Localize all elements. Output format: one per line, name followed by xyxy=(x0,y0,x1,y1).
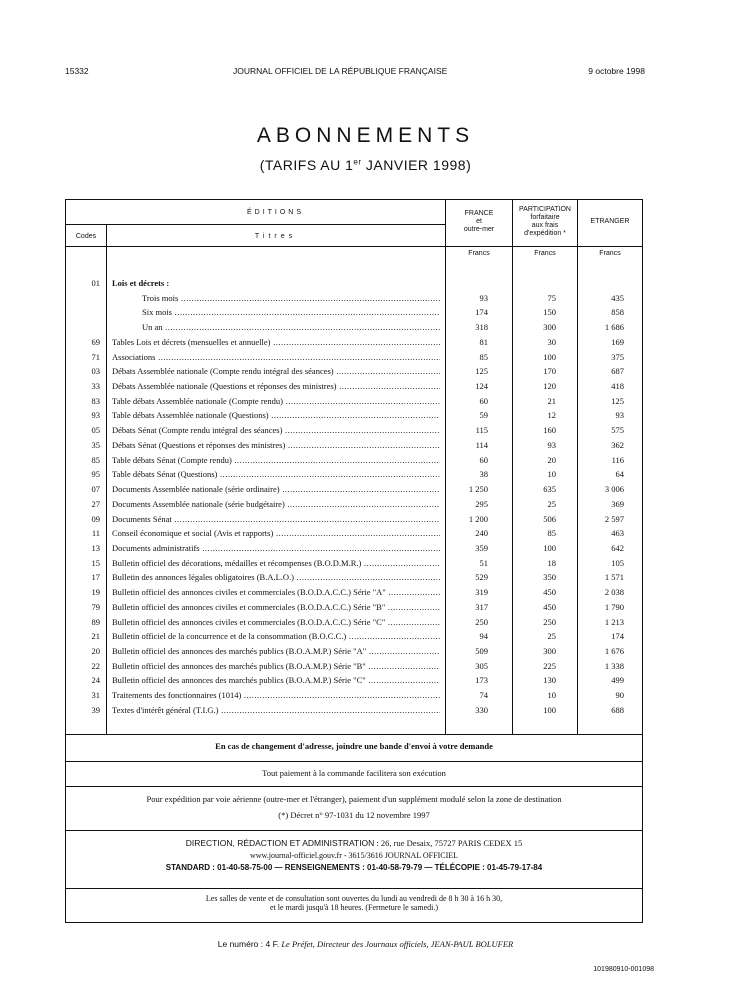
price-participation: 10 xyxy=(547,690,556,701)
price-france: 94 xyxy=(479,631,488,642)
price-france: 1 250 xyxy=(468,484,488,495)
row-title: Bulletin officiel des annonces des marchés publics (B.O.A.M.P.) Série "A" ..... xyxy=(112,646,440,656)
row-title: Documents Assemblée nationale (série ordinaire) ..... xyxy=(112,484,440,494)
price-france: 60 xyxy=(479,395,488,406)
row-title: Traitements des fonctionnaires (1014) ..... xyxy=(112,690,440,700)
air-mail-notice: Pour expédition par voie aérienne (outre-mer et l'étranger), paiement d'un supplément modulé selon la zone de destination (*) Décret n° 97-1031 du 12 novembre 1997 xyxy=(65,787,643,831)
price-france: 173 xyxy=(475,675,488,686)
row-code: 19 xyxy=(91,587,100,598)
page-number: 15332 xyxy=(65,66,89,76)
table-row xyxy=(66,454,642,468)
row-title: Trois mois ..... xyxy=(142,293,440,303)
row-code: 20 xyxy=(91,646,100,656)
price-france: 305 xyxy=(475,660,488,671)
payment-notice: Tout paiement à la commande facilitera son exécution xyxy=(65,762,643,787)
price-etranger: 362 xyxy=(611,439,624,450)
footer: Le numéro : 4 F. Le Préfet, Directeur des Journaux officiels, JEAN-PAUL BOLUFER xyxy=(217,939,514,949)
price-participation: 130 xyxy=(543,675,556,686)
table-row xyxy=(66,292,642,306)
price-etranger: 2 597 xyxy=(604,513,624,524)
etranger-header: ETRANGER xyxy=(590,218,630,225)
price-participation: 25 xyxy=(547,498,556,509)
unit-etranger: Francs xyxy=(599,250,621,257)
price-etranger: 1 790 xyxy=(604,601,624,612)
price-participation: 100 xyxy=(543,704,556,715)
price-etranger: 1 686 xyxy=(604,322,624,333)
price-participation: 30 xyxy=(547,336,556,347)
price-participation: 25 xyxy=(547,631,556,642)
price-participation: 120 xyxy=(543,381,556,392)
price-etranger: 688 xyxy=(611,704,624,715)
price-participation: 450 xyxy=(543,601,556,612)
row-code: 22 xyxy=(91,660,100,671)
row-title: Conseil économique et social (Avis et rapports) ..... xyxy=(112,528,440,538)
table-row xyxy=(66,571,642,585)
row-code: 39 xyxy=(91,704,100,715)
address-change-notice: En cas de changement d'adresse, joindre une bande d'envoi à votre demande xyxy=(65,735,643,762)
row-title: Un an ..... xyxy=(142,322,440,332)
price-etranger: 687 xyxy=(611,366,624,377)
table-row xyxy=(66,483,642,497)
price-participation: 150 xyxy=(543,307,556,318)
table-row xyxy=(66,277,642,291)
price-participation: 100 xyxy=(543,542,556,553)
price-etranger: 1 571 xyxy=(604,572,624,583)
row-code: 05 xyxy=(91,425,100,436)
price-etranger: 116 xyxy=(611,454,624,465)
price-france: 509 xyxy=(475,646,488,656)
opening-hours: Les salles de vente et de consultation sont ouvertes du lundi au vendredi de 8 h 30 à 16 h 30, et le mardi jusqu'à 18 heures. (Fermeture le samedi.) xyxy=(65,889,643,923)
price-participation: 450 xyxy=(543,587,556,598)
price-etranger: 375 xyxy=(611,351,624,362)
direction-block: DIRECTION, RÉDACTION ET ADMINISTRATION : 26, rue Desaix, 75727 PARIS CEDEX 15 www.journal-officiel.gouv.fr - 3615/3616 JOURNAL OFFICIEL STANDARD : 01-40-58-75-00 — RENSEIGNEMENTS : 01-40-58-79-79 — TÉLÉCOPIE : 01-45-79-17-84 xyxy=(65,831,643,889)
table-row xyxy=(66,336,642,350)
table-row xyxy=(66,513,642,527)
table-row xyxy=(66,424,642,438)
table-row xyxy=(66,557,642,571)
price-etranger: 463 xyxy=(611,528,624,539)
price-participation: 300 xyxy=(543,646,556,656)
row-code: 11 xyxy=(91,528,100,539)
row-title: Bulletin officiel des annonces des marchés publics (B.O.A.M.P.) Série "C" ..... xyxy=(112,675,440,685)
price-france: 1 200 xyxy=(468,513,488,524)
table-row xyxy=(66,660,642,674)
participation-header: PARTICIPATION forfaitaire aux frais d'expédition * xyxy=(519,206,571,237)
price-participation: 250 xyxy=(543,616,556,627)
table-row xyxy=(66,689,642,703)
row-title: Bulletin officiel des décorations, médailles et récompenses (B.O.D.M.R.) ..... xyxy=(112,558,440,568)
price-participation: 300 xyxy=(543,322,556,333)
price-etranger: 642 xyxy=(611,542,624,553)
row-code: 17 xyxy=(91,572,100,583)
price-france: 60 xyxy=(479,454,488,465)
row-code: 07 xyxy=(91,484,100,495)
price-participation: 350 xyxy=(543,572,556,583)
row-title: Textes d'intérêt général (T.I.G.) ..... xyxy=(112,705,440,715)
row-code: 89 xyxy=(91,616,100,627)
table-row xyxy=(66,439,642,453)
table-row xyxy=(66,380,642,394)
price-participation: 506 xyxy=(543,513,556,524)
issue-date: 9 octobre 1998 xyxy=(588,66,645,76)
unit-france: Francs xyxy=(468,250,490,257)
row-code: 13 xyxy=(91,542,100,553)
journal-name: JOURNAL OFFICIEL DE LA RÉPUBLIQUE FRANÇAISE xyxy=(233,66,448,76)
table-row xyxy=(66,351,642,365)
price-france: 317 xyxy=(475,601,488,612)
table-row xyxy=(66,616,642,630)
unit-participation: Francs xyxy=(534,250,556,257)
row-code: 93 xyxy=(91,410,100,421)
price-france: 330 xyxy=(475,704,488,715)
price-etranger: 1 213 xyxy=(604,616,624,627)
row-title: Tables Lois et décrets (mensuelles et annuelle) ..... xyxy=(112,337,440,347)
row-title: Documents administratifs ..... xyxy=(112,543,440,553)
row-code: 31 xyxy=(91,690,100,701)
price-participation: 100 xyxy=(543,351,556,362)
codes-header: Codes xyxy=(75,233,97,240)
price-france: 93 xyxy=(479,292,488,303)
row-title: Débats Assemblée nationale (Questions et réponses des ministres) ..... xyxy=(112,381,440,391)
price-participation: 75 xyxy=(547,292,556,303)
table-row xyxy=(66,586,642,600)
row-title: Bulletin officiel des annonces civiles et commerciales (B.O.D.A.C.C.) Série "C" ..... xyxy=(112,617,440,627)
price-etranger: 575 xyxy=(611,425,624,436)
tariff-table xyxy=(65,199,643,735)
table-row xyxy=(66,468,642,482)
row-code: 03 xyxy=(91,366,100,377)
row-title: Lois et décrets : xyxy=(112,278,170,288)
price-france: 319 xyxy=(475,587,488,598)
row-title: Bulletin officiel de la concurrence et de la consommation (B.O.C.C.) ..... xyxy=(112,631,440,641)
price-etranger: 499 xyxy=(611,675,624,686)
price-etranger: 125 xyxy=(611,395,624,406)
price-france: 125 xyxy=(475,366,488,377)
row-code: 21 xyxy=(91,631,100,642)
table-row xyxy=(66,498,642,512)
price-etranger: 64 xyxy=(615,469,624,480)
price-participation: 18 xyxy=(547,557,556,568)
price-france: 124 xyxy=(475,381,488,392)
price-participation: 10 xyxy=(547,469,556,480)
table-row xyxy=(66,630,642,644)
france-header: FRANCE et outre-mer xyxy=(463,210,495,233)
price-participation: 225 xyxy=(543,660,556,671)
row-code: 24 xyxy=(91,675,100,686)
table-row xyxy=(66,306,642,320)
titres-header: Titres xyxy=(254,233,297,240)
row-title: Documents Sénat ..... xyxy=(112,514,440,524)
row-code: 69 xyxy=(91,336,100,347)
price-france: 51 xyxy=(479,557,488,568)
price-france: 174 xyxy=(475,307,488,318)
price-etranger: 369 xyxy=(611,498,624,509)
table-row xyxy=(66,527,642,541)
row-title: Table débats Sénat (Compte rendu) ..... xyxy=(112,455,440,465)
price-participation: 21 xyxy=(547,395,556,406)
page-subtitle: (TARIFS AU 1er JANVIER 1998) xyxy=(259,157,472,173)
price-france: 114 xyxy=(475,439,488,450)
price-france: 74 xyxy=(479,690,488,701)
row-title: Bulletin officiel des annonces des marchés publics (B.O.A.M.P.) Série "B" ..... xyxy=(112,661,440,671)
row-title: Six mois ..... xyxy=(142,307,440,317)
price-france: 529 xyxy=(475,572,488,583)
row-title: Table débats Assemblée nationale (Questions) ..... xyxy=(112,410,440,420)
price-france: 359 xyxy=(475,542,488,553)
page-title: ABONNEMENTS xyxy=(256,124,475,147)
price-france: 85 xyxy=(479,351,488,362)
table-row xyxy=(66,365,642,379)
price-france: 240 xyxy=(475,528,488,539)
row-title: Documents Assemblée nationale (série budgétaire) ..... xyxy=(112,499,440,509)
row-code: 83 xyxy=(91,395,100,406)
price-france: 81 xyxy=(479,336,488,347)
table-row xyxy=(66,395,642,409)
price-etranger: 1 676 xyxy=(604,646,624,656)
row-code: 15 xyxy=(91,557,100,568)
editions-header: ÉDITIONS xyxy=(246,209,305,216)
price-etranger: 174 xyxy=(611,631,624,642)
price-france: 115 xyxy=(475,425,488,436)
price-france: 250 xyxy=(475,616,488,627)
row-title: Table débats Sénat (Questions) ..... xyxy=(112,469,440,479)
row-title: Débats Sénat (Compte rendu intégral des séances) ..... xyxy=(112,425,440,435)
price-etranger: 3 006 xyxy=(604,484,624,495)
price-participation: 160 xyxy=(543,425,556,436)
row-code: 01 xyxy=(91,278,100,288)
row-title: Associations ..... xyxy=(112,352,440,362)
row-code: 95 xyxy=(91,469,100,480)
row-code: 85 xyxy=(91,454,100,465)
price-participation: 12 xyxy=(547,410,556,421)
price-etranger: 105 xyxy=(611,557,624,568)
price-france: 59 xyxy=(479,410,488,421)
price-etranger: 1 338 xyxy=(604,660,624,671)
table-row xyxy=(66,601,642,615)
row-code: 71 xyxy=(91,351,100,362)
price-participation: 635 xyxy=(543,484,556,495)
price-etranger: 435 xyxy=(611,292,624,303)
document-number: 101980910-001098 xyxy=(593,966,654,973)
table-row xyxy=(66,645,642,659)
price-etranger: 858 xyxy=(611,307,624,318)
price-participation: 170 xyxy=(543,366,556,377)
price-etranger: 169 xyxy=(611,336,624,347)
row-title: Bulletin officiel des annonces civiles et commerciales (B.O.D.A.C.C.) Série "B" ..... xyxy=(112,602,440,612)
table-row xyxy=(66,674,642,688)
price-etranger: 90 xyxy=(615,690,624,701)
price-etranger: 2 038 xyxy=(604,587,624,598)
table-row xyxy=(66,409,642,423)
row-code: 09 xyxy=(91,513,100,524)
row-code: 27 xyxy=(91,498,100,509)
table-row xyxy=(66,542,642,556)
price-participation: 85 xyxy=(547,528,556,539)
price-france: 38 xyxy=(479,469,488,480)
price-etranger: 418 xyxy=(611,381,624,392)
price-participation: 93 xyxy=(547,439,556,450)
row-title: Bulletin officiel des annonces civiles et commerciales (B.O.D.A.C.C.) Série "A" ..... xyxy=(112,587,440,597)
row-code: 79 xyxy=(91,601,100,612)
row-code: 33 xyxy=(91,381,100,392)
row-title: Débats Sénat (Questions et réponses des ministres) ..... xyxy=(112,440,440,450)
table-row xyxy=(66,704,642,718)
price-france: 295 xyxy=(475,498,488,509)
row-code: 35 xyxy=(91,439,100,450)
table-row xyxy=(66,321,642,335)
price-participation: 20 xyxy=(547,454,556,465)
row-title: Table débats Assemblée nationale (Compte rendu) ..... xyxy=(112,396,440,406)
row-title: Débats Assemblée nationale (Compte rendu intégral des séances) ..... xyxy=(112,366,440,376)
price-france: 318 xyxy=(475,322,488,333)
price-etranger: 93 xyxy=(615,410,624,421)
row-title: Bulletin des annonces légales obligatoires (B.A.L.O.) ..... xyxy=(112,572,440,582)
